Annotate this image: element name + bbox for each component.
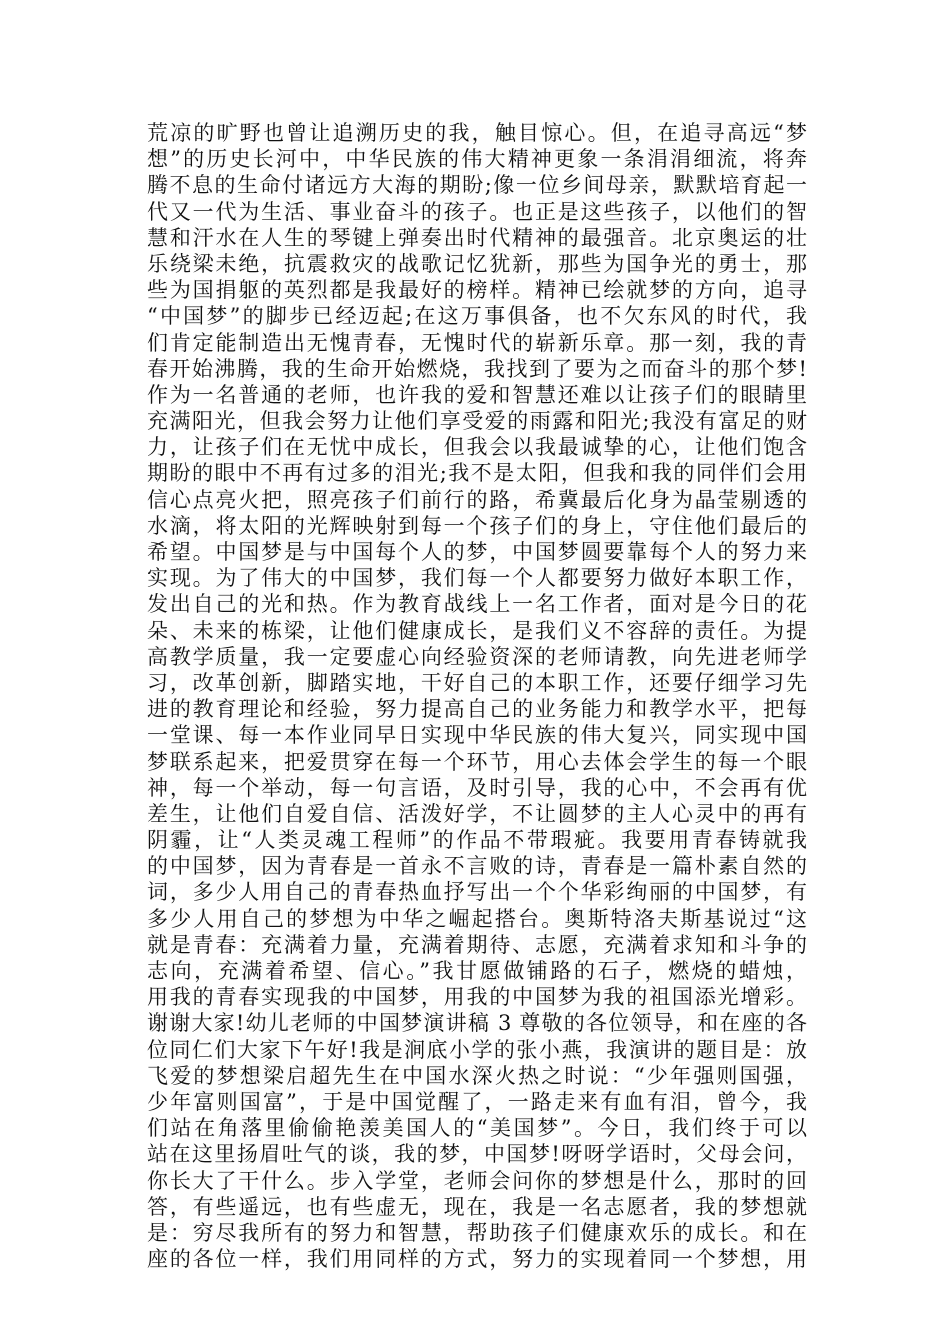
document-body: [147, 120, 807, 1272]
text-line: 作为一名普通的老师，也许我的爱和智慧还难以让孩子们的眼睛里: [147, 382, 807, 407]
text-line: 阴霾，让“人类灵魂工程师”的作品不带瑕疵。我要用青春铸就我: [147, 828, 807, 853]
text-line: 代又一代为生活、事业奋斗的孩子。也正是这些孩子，以他们的智: [147, 199, 807, 224]
text-line: “中国梦”的脚步已经迈起;在这万事俱备，也不欠东风的时代，我: [147, 304, 807, 329]
text-line: 进的教育理论和经验，努力提高自己的业务能力和教学水平，把每: [147, 697, 807, 722]
text-line: 荒凉的旷野也曾让追溯历史的我，触目惊心。但，在追寻高远“梦: [147, 121, 807, 145]
text-line: 腾不息的生命付诸远方大海的期盼;像一位乡间母亲，默默培育起一: [147, 173, 807, 198]
text-line: 就是青春：充满着力量，充满着期待、志愿，充满着求知和斗争的: [147, 932, 807, 957]
text-line: 慧和汗水在人生的琴键上弹奏出时代精神的最强音。北京奥运的壮: [147, 225, 807, 250]
text-line: 期盼的眼中不再有过多的泪光;我不是太阳，但我和我的同伴们会用: [147, 461, 807, 486]
text-line: 信心点亮火把，照亮孩子们前行的路，希冀最后化身为晶莹剔透的: [147, 487, 807, 512]
text-line: 你长大了干什么。步入学堂，老师会问你的梦想是什么，那时的回: [147, 1168, 807, 1193]
text-line: 习，改革创新，脚踏实地，干好自己的本职工作，还要仔细学习先: [147, 670, 807, 695]
text-line: 些为国捐躯的英烈都是我最好的榜样。精神已绘就梦的方向，追寻: [147, 278, 807, 303]
text-line: 飞爱的梦想梁启超先生在中国水深火热之时说：“少年强则国强，: [147, 1063, 807, 1088]
text-line: 乐绕梁未绝，抗震救灾的战歌记忆犹新，那些为国争光的勇士，那: [147, 251, 807, 276]
text-line: 多少人用自己的梦想为中华之崛起搭台。奥斯特洛夫斯基说过“这: [147, 906, 807, 931]
text-line: 朵、未来的栋梁，让他们健康成长，是我们义不容辞的责任。为提: [147, 618, 807, 643]
text-line: 少年富则国富”，于是中国觉醒了，一路走来有血有泪，曾今，我: [147, 1089, 807, 1114]
text-line: 水滴，将太阳的光辉映射到每一个孩子们的身上，守住他们最后的: [147, 513, 807, 538]
text-line: 位同仁们大家下午好!我是涧底小学的张小燕，我演讲的题目是：放: [147, 1037, 807, 1062]
text-line: 想”的历史长河中，中华民族的伟大精神更象一条涓涓细流，将奔: [147, 147, 807, 172]
text-line: 谢谢大家!幼儿老师的中国梦演讲稿 3 尊敬的各位领导，和在座的各: [147, 1011, 807, 1036]
text-line: 志向，充满着希望、信心。”我甘愿做铺路的石子，燃烧的蜡烛，: [147, 959, 807, 983]
text-line: 是：穷尽我所有的努力和智慧，帮助孩子们健康欢乐的成长。和在: [147, 1220, 807, 1245]
text-line: 充满阳光，但我会努力让他们享受爱的雨露和阳光;我没有富足的财: [147, 409, 807, 434]
text-line: 座的各位一样，我们用同样的方式，努力的实现着同一个梦想，用: [147, 1247, 807, 1272]
text-line: 一堂课、每一本作业同早日实现中华民族的伟大复兴，同实现中国: [147, 723, 807, 748]
text-line: 答，有些遥远，也有些虚无，现在，我是一名志愿者，我的梦想就: [147, 1194, 807, 1219]
text-line: 们肯定能制造出无愧青春，无愧时代的崭新乐章。那一刻，我的青: [147, 330, 807, 355]
text-line: 词，多少人用自己的青春热血抒写出一个个华彩绚丽的中国梦，有: [147, 880, 807, 905]
text-line: 们站在角落里偷偷艳羡美国人的“美国梦”。今日，我们终于可以: [147, 1116, 807, 1141]
text-line: 用我的青春实现我的中国梦，用我的中国梦为我的祖国添光增彩。: [147, 985, 807, 1010]
text-line: 神，每一个举动，每一句言语，及时引导，我的心中，不会再有优: [147, 775, 807, 800]
text-line: 实现。为了伟大的中国梦，我们每一个人都要努力做好本职工作，: [147, 566, 807, 591]
text-line: 发出自己的光和热。作为教育战线上一名工作者，面对是今日的花: [147, 592, 807, 617]
text-line: 的中国梦，因为青春是一首永不言败的诗，青春是一篇朴素自然的: [147, 854, 807, 879]
text-line: 希望。中国梦是与中国每个人的梦，中国梦圆要靠每个人的努力来: [147, 540, 807, 564]
text-line: 力，让孩子们在无忧中成长，但我会以我最诚挚的心，让他们饱含: [147, 435, 807, 460]
text-line: 差生，让他们自爱自信、活泼好学，不让圆梦的主人心灵中的再有: [147, 801, 807, 826]
text-line: 站在这里扬眉吐气的谈，我的梦，中国梦!呀呀学语时，父母会问，: [147, 1142, 807, 1167]
text-line: 梦联系起来，把爱贯穿在每一个环节，用心去体会学生的每一个眼: [147, 749, 807, 774]
text-line: 高教学质量，我一定要虚心向经验资深的老师请教，向先进老师学: [147, 644, 807, 669]
text-line: 春开始沸腾，我的生命开始燃烧，我找到了要为之而奋斗的那个梦!: [147, 356, 807, 381]
